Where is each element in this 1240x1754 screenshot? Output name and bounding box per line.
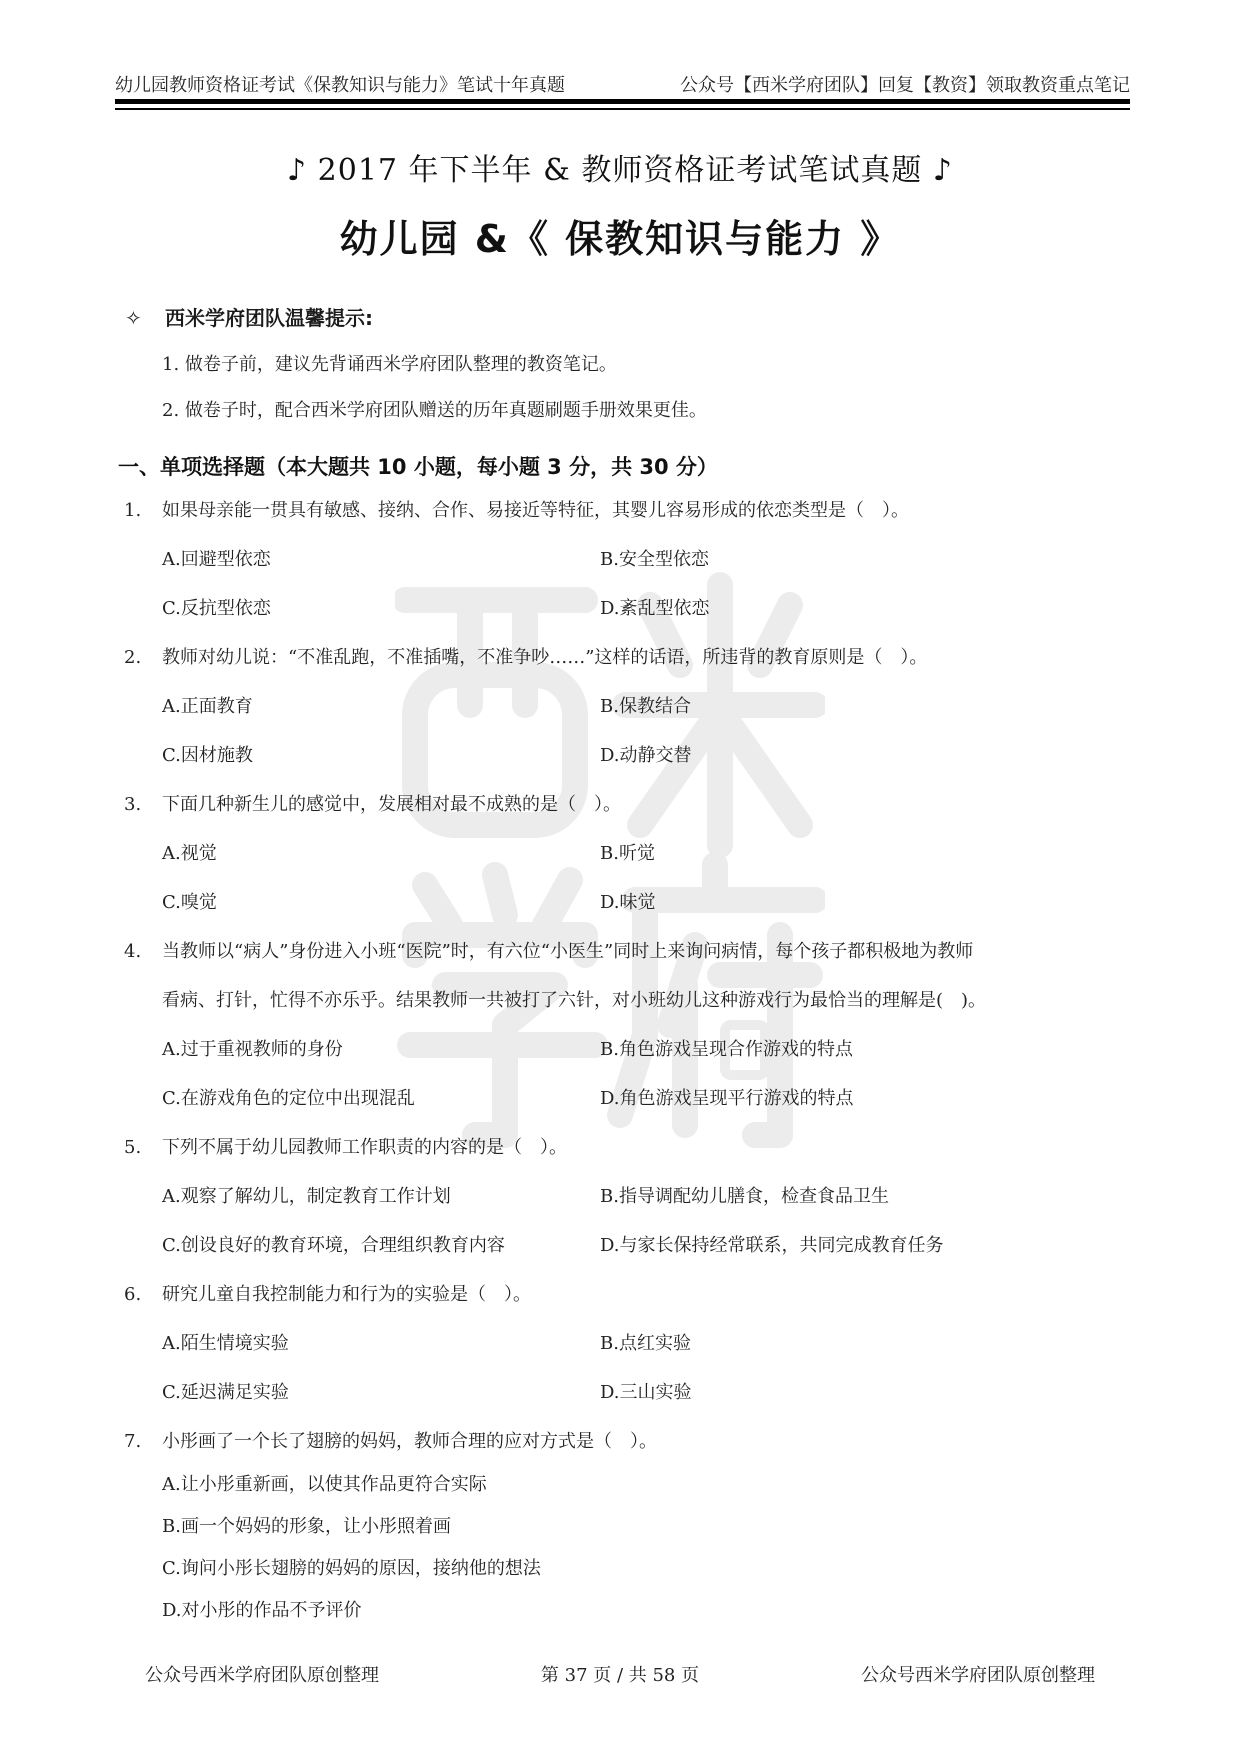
option-a: A.陌生情境实验 bbox=[162, 1333, 289, 1354]
option-b: B.点红实验 bbox=[600, 1333, 691, 1354]
question-text: 当教师以“病人”身份进入小班“医院”时，有六位“小医生”同时上来询问病情，每个孩子都积极地为教师 bbox=[162, 941, 974, 962]
option-c: C.询问小彤长翅膀的妈妈的原因，接纳他的想法 bbox=[162, 1558, 541, 1579]
option-d: D.动静交替 bbox=[600, 745, 692, 766]
tip-item: 1. 做卷子前，建议先背诵西米学府团队整理的教资笔记。 bbox=[162, 354, 617, 375]
question-number: 2. bbox=[124, 647, 142, 668]
option-b: B.指导调配幼儿膳食，检查食品卫生 bbox=[600, 1186, 889, 1207]
option-b: B.画一个妈妈的形象，让小彤照着画 bbox=[162, 1516, 451, 1537]
section-heading: 一、单项选择题（本大题共 10 小题，每小题 3 分，共 30 分） bbox=[118, 455, 718, 479]
header-rule-thick bbox=[115, 99, 1130, 104]
option-d: D.三山实验 bbox=[600, 1382, 692, 1403]
question-number: 3. bbox=[124, 794, 142, 815]
option-d: D.味觉 bbox=[600, 892, 656, 913]
header-rule-thin bbox=[115, 108, 1130, 110]
question-3 bbox=[124, 790, 621, 816]
option-a: A.回避型依恋 bbox=[162, 549, 271, 570]
option-c: C.因材施教 bbox=[162, 745, 253, 766]
question-number: 6. bbox=[124, 1284, 142, 1305]
diamond-star-icon: ✧ bbox=[125, 306, 142, 330]
option-c: C.在游戏角色的定位中出现混乱 bbox=[162, 1088, 415, 1109]
tips-heading bbox=[125, 302, 373, 331]
option-c: C.延迟满足实验 bbox=[162, 1382, 289, 1403]
question-5 bbox=[124, 1133, 567, 1159]
option-c: C.创设良好的教育环境，合理组织教育内容 bbox=[162, 1235, 505, 1256]
subject-title: 幼儿园 &《 保教知识与能力 》 bbox=[339, 217, 901, 261]
tips-heading-text: 西米学府团队温馨提示: bbox=[165, 306, 373, 330]
tip-item: 2. 做卷子时，配合西米学府团队赠送的历年真题刷题手册效果更佳。 bbox=[162, 400, 707, 421]
question-number: 4. bbox=[124, 941, 142, 962]
option-d: D.对小彤的作品不予评价 bbox=[162, 1600, 362, 1621]
option-a: A.正面教育 bbox=[162, 696, 253, 717]
question-6 bbox=[124, 1280, 531, 1306]
option-c: C.嗅觉 bbox=[162, 892, 217, 913]
question-text: 下面几种新生儿的感觉中，发展相对最不成熟的是（ ）。 bbox=[162, 794, 621, 815]
running-header bbox=[115, 70, 1130, 98]
header-right-text: 公众号【西米学府团队】回复【教资】领取教资重点笔记 bbox=[680, 75, 1130, 96]
option-b: B.角色游戏呈现合作游戏的特点 bbox=[600, 1039, 853, 1060]
option-b: B.保教结合 bbox=[600, 696, 691, 717]
question-text: 教师对幼儿说：“不准乱跑，不准插嘴，不准争吵……”这样的话语，所违背的教育原则是（ ）。 bbox=[162, 647, 928, 668]
option-d: D.角色游戏呈现平行游戏的特点 bbox=[600, 1088, 854, 1109]
option-b: B.安全型依恋 bbox=[600, 549, 709, 570]
option-b: B.听觉 bbox=[600, 843, 655, 864]
exam-title: ♪ 2017 年下半年 & 教师资格证考试笔试真题 ♪ bbox=[286, 153, 954, 188]
option-d: D.紊乱型依恋 bbox=[600, 598, 710, 619]
question-number: 7. bbox=[124, 1431, 142, 1452]
option-c: C.反抗型依恋 bbox=[162, 598, 271, 619]
footer-right-text: 公众号西米学府团队原创整理 bbox=[860, 1665, 1095, 1686]
running-footer bbox=[145, 1661, 1095, 1687]
option-a: A.让小彤重新画，以使其作品更符合实际 bbox=[162, 1474, 487, 1495]
question-4-continued: 看病、打针，忙得不亦乐乎。结果教师一共被打了六针，对小班幼儿这种游戏行为最恰当的理解是( )。 bbox=[162, 990, 987, 1011]
page-number: 第 37 页 / 共 58 页 bbox=[540, 1665, 700, 1686]
question-text: 小彤画了一个长了翅膀的妈妈，教师合理的应对方式是（ ）。 bbox=[162, 1431, 657, 1452]
option-a: A.视觉 bbox=[162, 843, 217, 864]
question-1 bbox=[124, 496, 909, 522]
question-text: 下列不属于幼儿园教师工作职责的内容的是（ ）。 bbox=[162, 1137, 567, 1158]
question-4 bbox=[124, 937, 973, 963]
question-number: 5. bbox=[124, 1137, 142, 1158]
question-text: 如果母亲能一贯具有敏感、接纳、合作、易接近等特征，其婴儿容易形成的依恋类型是（ ）。 bbox=[162, 500, 909, 521]
option-a: A.过于重视教师的身份 bbox=[162, 1039, 343, 1060]
question-number: 1. bbox=[124, 500, 142, 521]
header-left-text: 幼儿园教师资格证考试《保教知识与能力》笔试十年真题 bbox=[115, 75, 565, 96]
question-7 bbox=[124, 1427, 657, 1453]
question-text: 研究儿童自我控制能力和行为的实验是（ ）。 bbox=[162, 1284, 531, 1305]
footer-left-text: 公众号西米学府团队原创整理 bbox=[145, 1665, 379, 1686]
option-a: A.观察了解幼儿，制定教育工作计划 bbox=[162, 1186, 451, 1207]
option-d: D.与家长保持经常联系，共同完成教育任务 bbox=[600, 1235, 944, 1256]
question-2 bbox=[124, 643, 927, 669]
